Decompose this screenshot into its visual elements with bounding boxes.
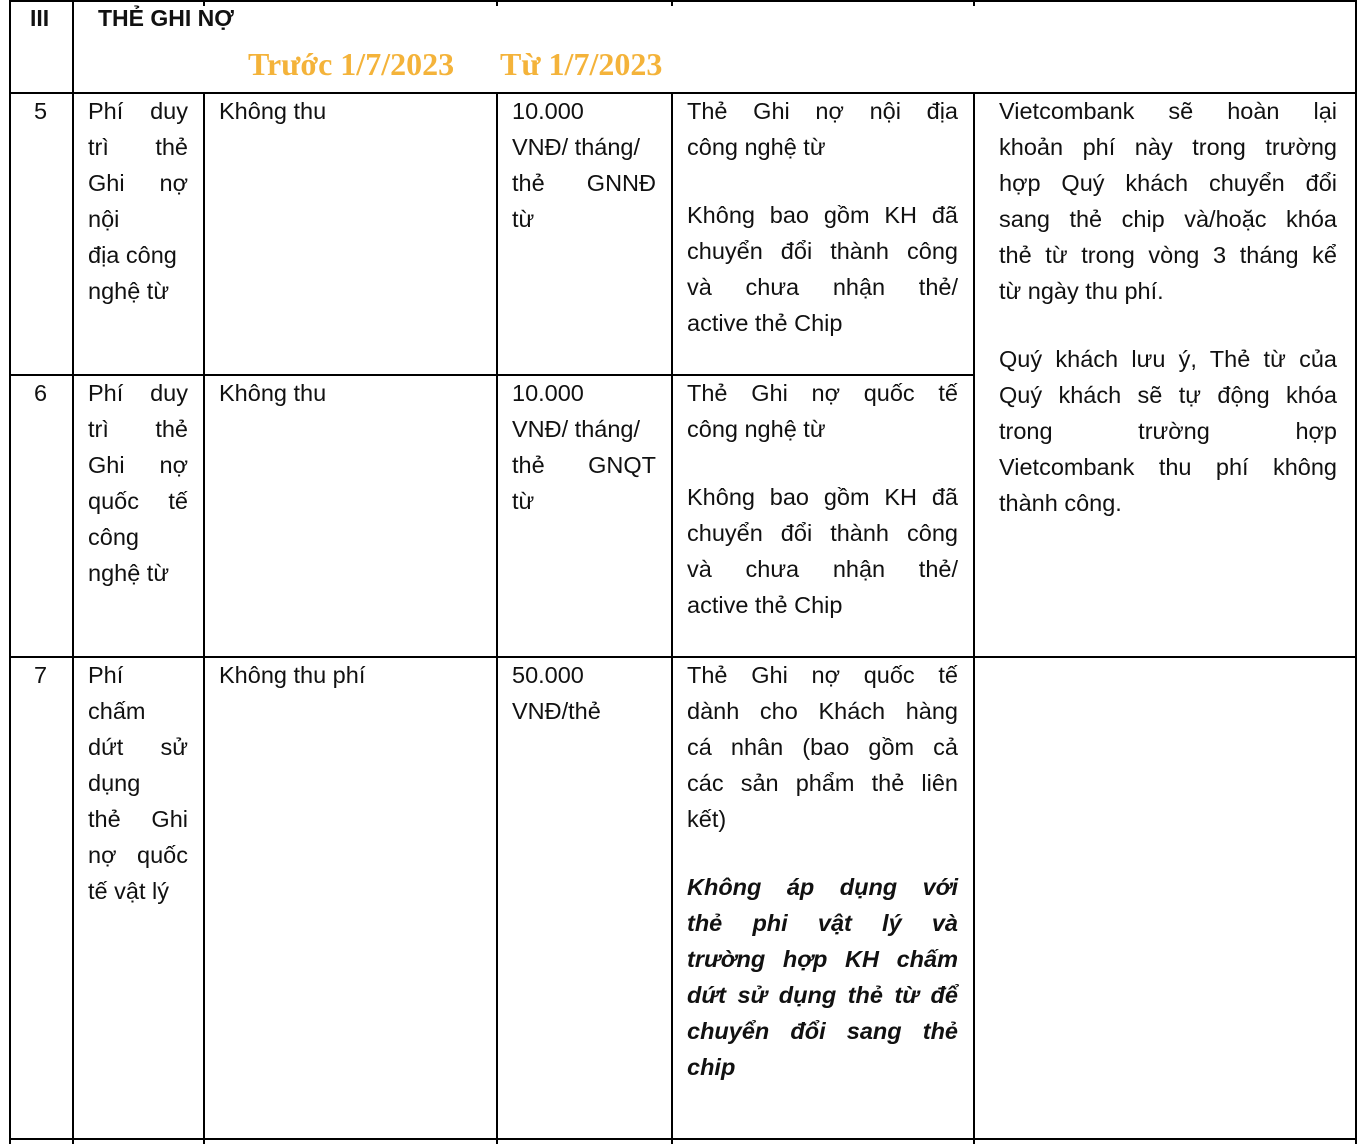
table-border-right [1355,0,1357,1144]
row-number: 6 [34,380,48,406]
column-divider-4 [671,93,673,1144]
fee-scope: Thẻ Ghi nợ nội địa công nghệ từ Không bao gồm KH đã chuyển đổi thành công và chưa nhận thẻ/ active thẻ Chip [687,98,958,336]
date-before-label: Trước 1/7/2023 [248,46,455,82]
fee-scope: Thẻ Ghi nợ quốc tế dành cho Khách hàng cá nhân (bao gồm cả các sản phẩm thẻ liên kết) Không áp dụng với thẻ phi vật lý và trường hợp KH chấm dứt sử dụng thẻ từ để chuyển đổi sang thẻ chip [687,662,958,1080]
column-divider-3 [496,93,498,1144]
fee-before-value: Không thu [219,380,327,406]
fee-name: Phí chấm dứt sử dụng thẻ Ghi nợ quốc tế vật lý [88,662,188,904]
column-divider-1 [72,0,74,1144]
row-line-bottom [9,1138,1357,1140]
row-number: 5 [34,98,48,124]
fee-from-value: 10.000 VNĐ/ tháng/ thẻ GNNĐ từ [512,98,656,232]
section-title: THẺ GHI NỢ [98,5,234,31]
fee-remark: Vietcombank sẽ hoàn lại khoản phí này trong trường hợp Quý khách chuyển đổi sang thẻ chip và/hoặc khóa thẻ từ trong vòng 3 tháng kể từ ngày thu phí. Quý khách lưu ý, Thẻ từ của Quý khách sẽ tự động khóa trong trường hợp Vietcombank thu phí không thành công. [999,98,1337,516]
fee-before-value: Không thu phí [219,662,366,688]
table-border-left [9,0,11,1144]
fee-scope: Thẻ Ghi nợ quốc tế công nghệ từ Không bao gồm KH đã chuyển đổi thành công và chưa nhận thẻ/ active thẻ Chip [687,380,958,618]
row-number: 7 [34,662,48,688]
section-number: III [30,5,50,31]
column-divider-2 [203,93,205,1144]
fee-name: Phí duy trì thẻ Ghi nợ quốc tế công nghệ từ [88,380,188,586]
fee-from-value: 10.000 VNĐ/ tháng/ thẻ GNQT từ [512,380,656,514]
row-line-6-7 [9,656,1357,658]
fee-before-value: Không thu [219,98,327,124]
fee-from-value: 50.000 VNĐ/thẻ [512,662,601,724]
fee-name: Phí duy trì thẻ Ghi nợ nội địa công nghệ từ [88,98,188,304]
date-from-label: Từ 1/7/2023 [500,46,663,82]
row-line-top [9,0,1357,2]
column-divider-5 [973,93,975,1144]
